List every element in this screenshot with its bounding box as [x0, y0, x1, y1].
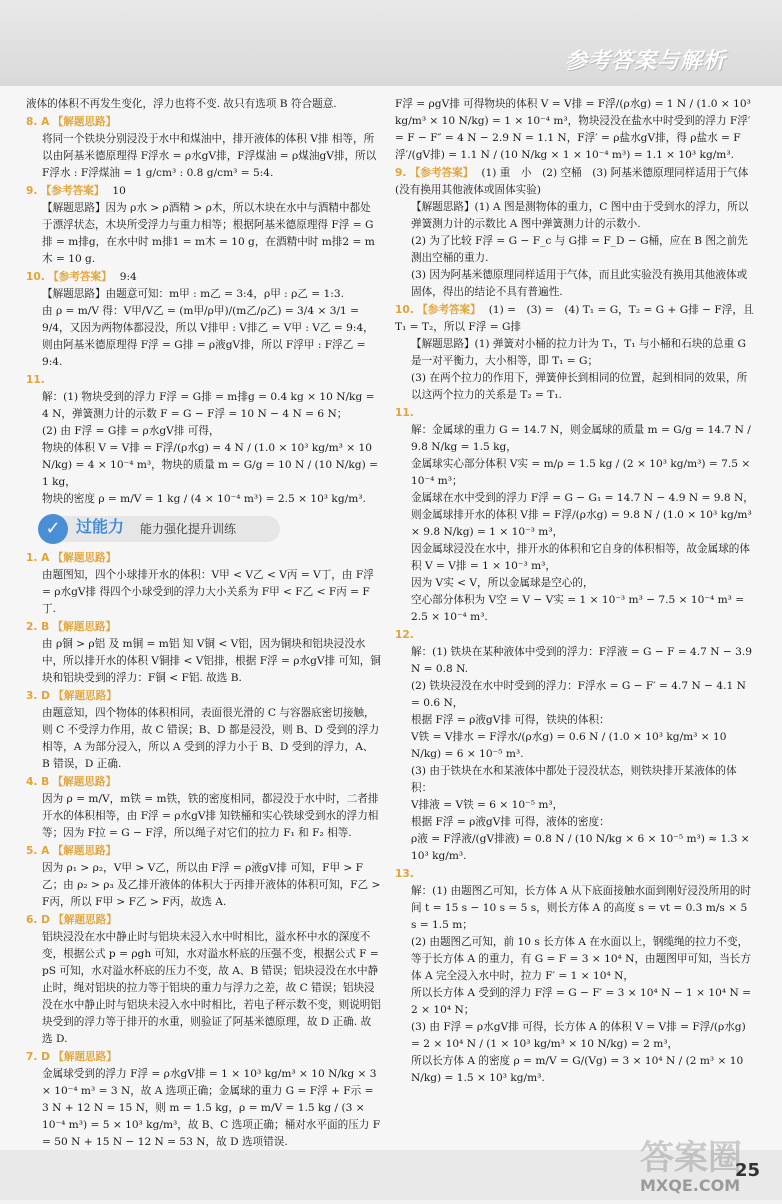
- explanation-text: 由题意知，四个物体的体积相同，表面很光滑的 C 与容器底密切接触，则 C 不受浮力作用，故 C 错误；B、D 都是浸没，则 B、D 受到的浮力相等，A 为部分浸入，所以 A 受到的浮力小于 B、D 受到的浮力，A、B 错误，D 正确.: [42, 707, 380, 770]
- question-number: 11.: [395, 407, 414, 419]
- explanation-text: (3) 由于铁块在水和某液体中都处于浸没状态，则铁块排开某液体的体积：: [411, 765, 737, 794]
- answer-head: [26, 688, 381, 705]
- explanation-text: 因为 ρ = m/V，m铁 = m铁，铁的密度相同，都浸没于水中时，二者排开水的体积相等，由 F浮 = ρ水gV排 知铁桶和实心铁球受到水的浮力相等；因为 F拉 = G − F浮，所以绳子对它们的拉力 F₁ 和 F₂ 相等.: [42, 793, 379, 839]
- explanation-text: 金属球受到的浮力 F浮 = ρ水gV排 = 1 × 10³ kg/m³ × 10 N/kg × 3 × 10⁻⁴ m³ = 3 N，故 A 选项正确；金属球的重力 G = F浮 + F示 = 3 N + 12 N = 15 N，则 m = 1.5 kg，ρ = m/V = 1.5 kg / (3 × 10⁻⁴ m³) = 5 × 10³ kg/m³，故 B、C 选项正确；桶对水平面的压力 F = 50 N + 15 N − 12 N = 53 N，故 D 选项错误.: [42, 1068, 381, 1148]
- explanation-text: 所以长方体 A 受到的浮力 F浮 = G − F′ = 3 × 10⁴ N − 1 × 10⁴ N = 2 × 10⁴ N；: [411, 987, 751, 1016]
- explanation-text: 金属球实心部分体积 V实 = m/ρ = 1.5 kg / (2 × 10³ kg/m³) = 7.5 × 10⁻⁴ m³；: [411, 458, 751, 487]
- answer-item: [26, 619, 381, 687]
- answer-head: [26, 843, 381, 860]
- answer-tag: 【参考答案】: [40, 185, 105, 197]
- explanation-text: ρ液 = F浮液/(gV排液) = 0.8 N / (10 N/kg × 6 × 10⁻⁵ m³) ≈ 1.3 × 10³ kg/m³.: [411, 833, 750, 862]
- question-number: 6. D: [26, 914, 50, 926]
- answer-item: [26, 688, 381, 773]
- explanation-text: (3) 因为阿基米德原理同样适用于气体，而且此实验没有换用其他液体或固体，得出的结论不具有普遍性.: [411, 269, 748, 298]
- explanation-text: 【解题思路】(1) A 图是测物体的重力，C 图中由于受到水的浮力，所以弹簧测力计的示数比 A 图中弹簧测力计的示数小.: [411, 201, 749, 230]
- answer-head: [26, 619, 381, 636]
- question-number: 13.: [395, 868, 414, 880]
- answer-item: [395, 165, 755, 301]
- explanation-text: (2) 由题图乙可知，前 10 s 长方体 A 在水面以上，钢缆绳的拉力不变，等于长方体 A 的重力，有 G = F = 3 × 10⁴ N，由题图甲可知，当长方体 A 完全浸入水中时，拉力 F′ = 1 × 10⁴ N，: [411, 936, 751, 982]
- answer-value: (1) 重 小 (2) 空桶 (3) 阿基米德原理同样适用于气体(没有换用其他液体或固体实验): [395, 167, 749, 196]
- explanation-text: (2) 为了比较 F浮 = G − F_c 与 G排 = F_D − G桶，应在 B 图之前先测出空桶的重力.: [411, 235, 748, 264]
- explanation-text: 因金属球浸没在水中，排开水的体积和它自身的体积相等，故金属球的体积 V = V排 = 1 × 10⁻³ m³，: [411, 543, 750, 572]
- answer-head: [395, 866, 755, 883]
- answer-tag: 【解题思路】: [53, 690, 117, 702]
- answer-head: [26, 1049, 381, 1066]
- answer-head: [26, 269, 381, 286]
- section-banner: [32, 514, 381, 544]
- explanation-text: 则金属球排开水的体积 V排 = F浮/(ρ水g) = 9.8 N / (1.0 × 10³ kg/m³ × 9.8 N/kg) = 1 × 10⁻³ m³，: [411, 509, 752, 538]
- answer-tag: 【解题思路】: [53, 1051, 117, 1063]
- answer-tag: 【解题思路】: [52, 776, 117, 788]
- question-number: 9.: [395, 167, 407, 179]
- answer-value: 10: [112, 185, 126, 197]
- answer-item: [26, 912, 381, 1048]
- explanation-text: V铁 = V排水 = F浮水/(ρ水g) = 0.6 N / (1.0 × 10³ kg/m³ × 10 N/kg) = 6 × 10⁻⁵ m³.: [411, 731, 727, 760]
- answer-item: [26, 372, 381, 508]
- left-column: [26, 96, 381, 1204]
- question-number: 11.: [26, 374, 45, 386]
- page-number: 25: [735, 1160, 761, 1181]
- question-number: 12.: [395, 629, 414, 641]
- answer-tag: 【参考答案】: [409, 167, 474, 179]
- answer-tag: 【解题思路】: [52, 552, 117, 564]
- explanation-text: 【解题思路】由题意可知：m甲 : m乙 = 3:4，ρ甲 : ρ乙 = 1:3.: [42, 288, 344, 300]
- explanation-text: 【解题思路】(1) 弹簧对小桶的拉力计为 T₁，T₁ 与小桶和石块的总重 G 是一对平衡力，大小相等，即 T₁ = G；: [411, 338, 746, 367]
- answer-item: [26, 269, 381, 371]
- answer-head: [395, 165, 755, 199]
- answer-tag: 【解题思路】: [52, 116, 117, 128]
- explanation-text: 金属球在水中受到的浮力 F浮 = G − G₁ = 14.7 N − 4.9 N = 9.8 N，: [411, 492, 754, 504]
- question-number: 10.: [395, 304, 414, 316]
- explanation-text: (2) 铁块浸没在水中时受到的浮力：F浮水 = G − F′ = 4.7 N − 4.1 N = 0.6 N，: [411, 680, 746, 709]
- answer-head: [26, 550, 381, 567]
- explanation-text: 物块的密度 ρ = m/V = 1 kg / (4 × 10⁻⁴ m³) = 2.5 × 10³ kg/m³.: [42, 493, 366, 505]
- answer-head: [26, 183, 381, 200]
- explanation-text: 将同一个铁块分别浸没于水中和煤油中，排开液体的体积 V排 相等，所以由阿基米德原理得 F浮水 = ρ水gV排，F浮煤油 = ρ煤油gV排，所以 F浮水 : F浮煤油 = 1 g/cm³ : 0.8 g/cm³ = 5:4.: [42, 133, 377, 179]
- explanation-text: 根据 F浮 = ρ液gV排 可得，液体的密度：: [411, 816, 610, 828]
- banner-main-title: 过能力: [76, 517, 125, 536]
- answer-tag: 【参考答案】: [417, 304, 481, 316]
- answer-tag: 【解题思路】: [52, 845, 117, 857]
- explanation-text: (2) 由 F浮 = G排 = ρ水gV排 可得，: [42, 425, 220, 437]
- answer-item: [26, 183, 381, 268]
- question-number: 8. A: [26, 116, 50, 128]
- explanation-text: 由 ρ铜 > ρ铝 及 m铜 = m铝 知 V铜 < V铝，因为铜块和铝块浸没水中，所以排开水的体积 V铜排 < V铝排，根据 F浮 = ρ水gV排 可知，铜块和铝块受到的浮力：F铜 < F铝. 故选 B.: [42, 638, 381, 684]
- answer-head: [395, 302, 755, 336]
- explanation-text: (3) 由 F浮 = ρ水gV排 可得，长方体 A 的体积 V = V排 = F浮/(ρ水g) = 2 × 10⁴ N / (1 × 10³ kg/m³ × 10 N/kg) = 2 m³，: [411, 1021, 746, 1050]
- explanation-text: 解：金属球的重力 G = 14.7 N，则金属球的质量 m = G/g = 14.7 N / 9.8 N/kg = 1.5 kg，: [411, 424, 751, 453]
- answer-item: [395, 302, 755, 404]
- answer-head: [395, 627, 755, 644]
- explanation-text: 因为 V实 < V，所以金属球是空心的，: [411, 577, 594, 589]
- answer-item: [395, 405, 755, 626]
- explanation-text: 空心部分体积为 V空 = V − V实 = 1 × 10⁻³ m³ − 7.5 × 10⁻⁴ m³ = 2.5 × 10⁻⁴ m³.: [411, 594, 745, 623]
- answer-item: [395, 866, 755, 1087]
- header-title: 参考答案与解析: [564, 49, 726, 74]
- explanation-text: 解：(1) 铁块在某种液体中受到的浮力：F浮液 = G − F = 4.7 N − 3.9 N = 0.8 N.: [411, 646, 753, 675]
- answer-item: [395, 627, 755, 865]
- answer-value: 9:4: [119, 271, 137, 283]
- explanation-text: 由 ρ = m/V 得：V甲/V乙 = (m甲/ρ甲)/(m乙/ρ乙) = 3/4 × 3/1 = 9/4，又因为两物体都浸没，所以 V排甲 : V排乙 = V甲 : V乙 = 9:4，则由阿基米德原理得 F浮 = G排 = ρ液gV排，所以 F浮甲 : F浮乙 = 9:4.: [42, 305, 374, 368]
- explanation-text: F浮 = ρgV排 可得物块的体积 V = V排 = F浮/(ρ水g) = 1 N / (1.0 × 10³ kg/m³ × 10 N/kg) = 1 × 10⁻⁴ m³，物块浸没在盐水中时受到的浮力 F浮′ = F − F″ = 4 N − 2.9 N = 1.1 N，F浮′ = ρ盐水gV排，得 ρ盐水 = F浮′/(gV排) = 1.1 N / (10 N/kg × 1 × 10⁻⁴ m³) = 1.1 × 10³ kg/m³.: [395, 98, 751, 161]
- question-number: 3. D: [26, 690, 50, 702]
- explanation-text: 由题图知，四个小球排开水的体积：V甲 < V乙 < V丙 = V丁，由 F浮 = ρ水gV排 得四个小球受到的浮力大小关系为 F甲 < F乙 < F丙 = F丁.: [42, 569, 374, 615]
- right-column: [395, 96, 755, 1088]
- question-number: 4. B: [26, 776, 50, 788]
- answer-head: [26, 372, 381, 389]
- answer-tag: 【参考答案】: [48, 271, 112, 283]
- explanation-text: 铝块浸没在水中静止时与铝块未浸入水中时相比，溢水杯中水的深度不变，根据公式 p = ρgh 可知，水对溢水杯底的压强不变，根据公式 F = pS 可知，水对溢水杯底的压力不变，故 A、B 错误；铝块浸没在水中静止时，绳对铝块的拉力等于铝块的重力与浮力之差，故 C 错误；铝块浸没在水中静止时与铝块未浸入水中时相比，若电子秤示数不变，则说明铝块受到的浮力等于排开的水重，则验证了阿基米德原理，故 D 正确. 故选 D.: [42, 931, 381, 1045]
- answer-item: [26, 843, 381, 911]
- explanation-text: 解：(1) 由题图乙可知，长方体 A 从下底面接触水面到刚好浸没所用的时间 t = 15 s − 10 s = 5 s，则长方体 A 的高度 s = vt = 0.3 m/s × 5 s = 1.5 m；: [411, 885, 751, 931]
- explanation-text: V排液 = V铁 = 6 × 10⁻⁵ m³，: [411, 799, 564, 811]
- answer-item: [26, 96, 381, 113]
- question-number: 9.: [26, 185, 38, 197]
- question-number: 1. A: [26, 552, 50, 564]
- answer-item: [26, 550, 381, 618]
- explanation-text: 因为 ρ₁ > ρ₂，V甲 > V乙，所以由 F浮 = ρ液gV排 可知，F甲 > F乙；由 ρ₂ > ρ₃ 及乙排开液体的体积大于丙排开液体的体积可知，F乙 > F丙，所以 F甲 > F乙 > F丙，故选 A.: [42, 862, 381, 908]
- answer-head: [26, 912, 381, 929]
- answer-item: [26, 1049, 381, 1151]
- question-number: 5. A: [26, 845, 50, 857]
- banner-subtitle: 能力强化提升训练: [140, 522, 237, 536]
- answer-item: [26, 774, 381, 842]
- checkmark-icon: ✓: [38, 514, 68, 544]
- watermark-url: MXQE.COM: [640, 1176, 741, 1195]
- explanation-text: 解：(1) 物块受到的浮力 F浮 = G排 = m排g = 0.4 kg × 10 N/kg = 4 N，弹簧测力计的示数 F = G − F浮 = 10 N − 4 N = 6 N；: [42, 391, 375, 420]
- question-number: 7. D: [26, 1051, 50, 1063]
- answer-item: [395, 96, 755, 164]
- answer-head: [26, 774, 381, 791]
- answer-tag: 【解题思路】: [52, 621, 117, 633]
- answer-head: [26, 114, 381, 131]
- answer-item: [26, 114, 381, 182]
- watermark-logo: 答案圈: [640, 1138, 742, 1178]
- question-number: 10.: [26, 271, 45, 283]
- explanation-text: 所以长方体 A 的密度 ρ = m/V = G/(Vg) = 3 × 10⁴ N / (2 m³ × 10 N/kg) = 1.5 × 10³ kg/m³.: [411, 1055, 744, 1084]
- answer-value: (1) = (3) = (4) T₁ = G，T₂ = G + G排 − F浮，且 T₁ = T₂，所以 F浮 = G排: [395, 304, 754, 333]
- explanation-text: 物块的体积 V = V排 = F浮/(ρ水g) = 4 N / (1.0 × 10³ kg/m³ × 10 N/kg) = 4 × 10⁻⁴ m³，物块的质量 m = G/g = 10 N / (10 N/kg) = 1 kg，: [42, 442, 378, 488]
- explanation-text: 【解题思路】因为 ρ水 > ρ酒精 > ρ木，所以木块在水中与酒精中都处于漂浮状态，木块所受浮力与重力相等；根据阿基米德原理得 F浮 = G排 = m排g，在水中时 m排1 = m木 = 10 g，在酒精中时 m排2 = m木 = 10 g.: [42, 202, 375, 265]
- answer-head: [395, 405, 755, 422]
- explanation-text: 根据 F浮 = ρ液gV排 可得，铁块的体积：: [411, 714, 610, 726]
- explanation-text: (3) 在两个拉力的作用下，弹簧伸长到相同的位置，起到相同的效果，所以这两个拉力的关系是 T₂ = T₁.: [411, 372, 748, 401]
- page-header: [0, 0, 782, 86]
- question-number: 2. B: [26, 621, 50, 633]
- answer-tag: 【解题思路】: [53, 914, 117, 926]
- explanation-text: 液体的体积不再发生变化，浮力也将不变. 故只有选项 B 符合题意.: [26, 98, 337, 110]
